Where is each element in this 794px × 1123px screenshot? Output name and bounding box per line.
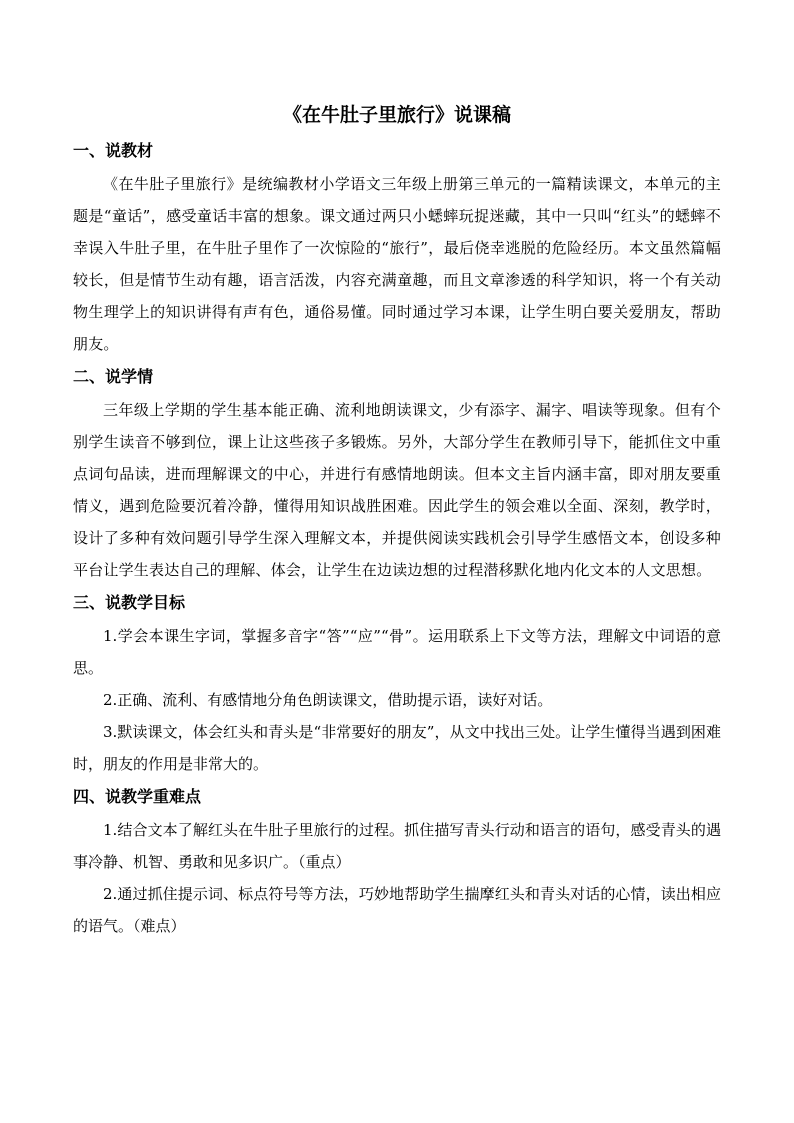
list-item: 1.学会本课生字词，掌握多音字“答”“应”“骨”。运用联系上下文等方法，理解文中词语的意思。: [73, 627, 721, 677]
section-key-difficulties: [73, 782, 721, 942]
section-heading: 四、说教学重难点: [73, 787, 202, 806]
section-heading: 二、说学情: [73, 367, 154, 386]
document-title: 《在牛肚子里旅行》说课稿: [282, 104, 511, 126]
section-textbook: [73, 136, 721, 360]
section-heading: 一、说教材: [73, 141, 154, 160]
list-item: 2.通过抓住提示词、标点符号等方法，巧妙地帮助学生揣摩红头和青头对话的心情，读出相应的语气。（难点）: [73, 885, 721, 935]
paragraph: 《在牛肚子里旅行》是统编教材小学语文三年级上册第三单元的一篇精读课文，本单元的主题是“童话”，感受童话丰富的想象。课文通过两只小蟋蟀玩捉迷藏，其中一只叫“红头”的蟋蟀不幸误入牛肚子里，在牛肚子里作了一次惊险的“旅行”，最后侥幸逃脱的危险经历。本文虽然篇幅较长，但是情节生动有趣，语言活泼，内容充满童趣，而且文章渗透的科学知识，将一个有关动物生理学上的知识讲得有声有色，通俗易懂。同时通过学习本课，让学生明白要关爱朋友，帮助朋友。: [73, 175, 721, 353]
list-item: 1.结合文本了解红头在牛肚子里旅行的过程。抓住描写青头行动和语言的语句，感受青头的遇事冷静、机智、勇敢和见多识广。（重点）: [73, 821, 721, 871]
document-page: [73, 100, 721, 942]
section-teaching-goals: [73, 588, 721, 780]
paragraph: 三年级上学期的学生基本能正确、流利地朗读课文，少有添字、漏字、唱读等现象。但有个别学生读音不够到位，课上让这些孩子多锻炼。另外，大部分学生在教师引导下，能抓住文中重点词句品读，进而理解课文的中心，并进行有感情地朗读。但本文主旨内涵丰富，即对朋友要重情义，遇到危险要沉着冷静，懂得用知识战胜困难。因此学生的领会难以全面、深刻，教学时，设计了多种有效问题引导学生深入理解文本，并提供阅读实践机会引导学生感悟文本，创设多种平台让学生表达自己的理解、体会，让学生在边读边想的过程潜移默化地内化文本的人文思想。: [73, 401, 721, 579]
list-item: 3.默读课文，体会红头和青头是“非常要好的朋友”，从文中找出三处。让学生懂得当遇到困难时，朋友的作用是非常大的。: [73, 723, 721, 773]
section-student-analysis: [73, 362, 721, 586]
list-item: 2.正确、流利、有感情地分角色朗读课文，借助提示语，读好对话。: [103, 691, 553, 709]
section-heading: 三、说教学目标: [73, 593, 186, 612]
